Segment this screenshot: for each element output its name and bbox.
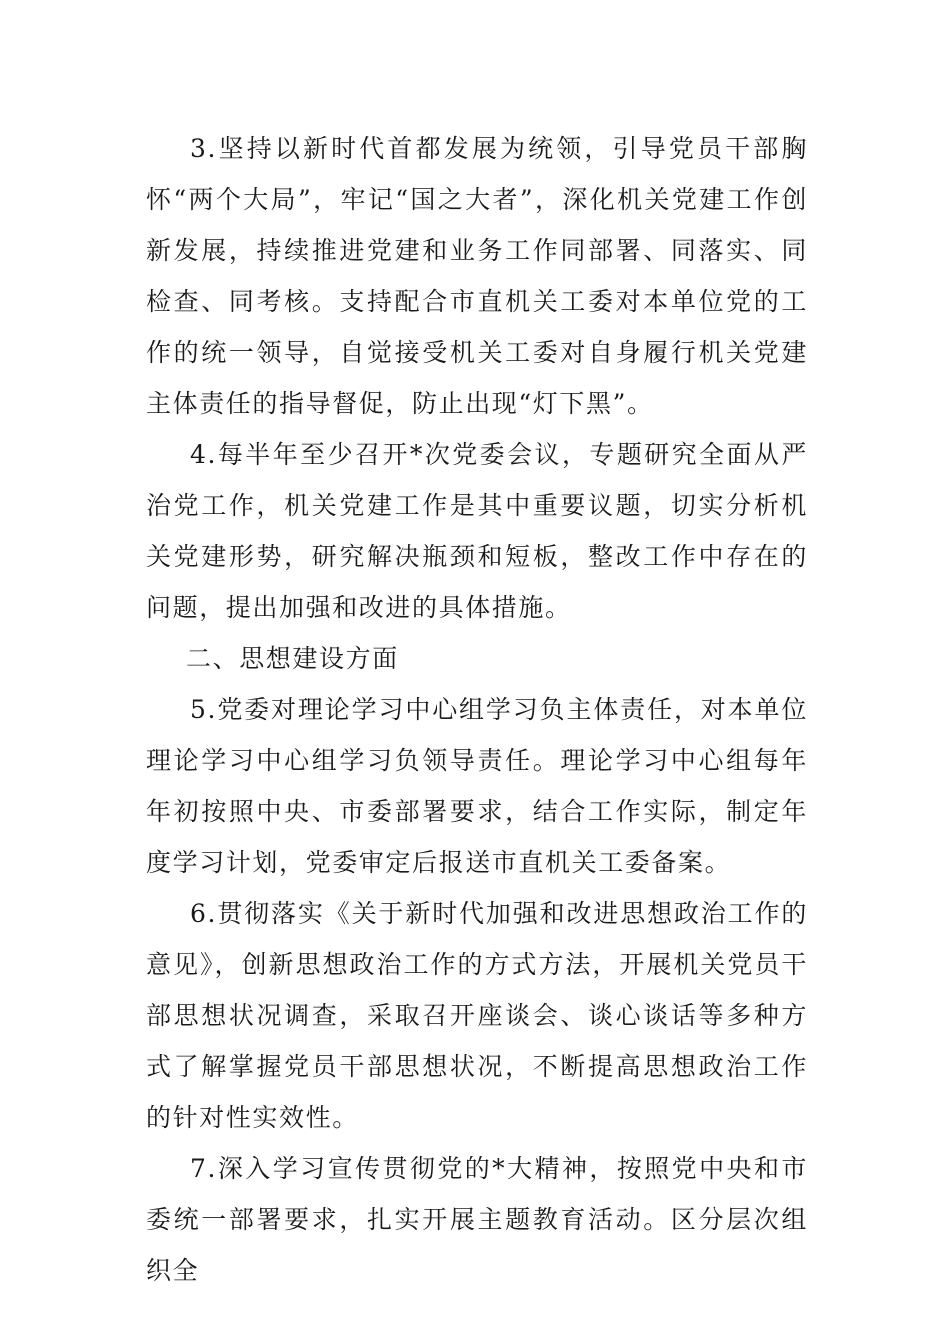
paragraph-item-6: 6.贯彻落实《关于新时代加强和改进思想政治工作的意见》，创新思想政治工作的方式方法，开展机关党员干部思想状况调查，采取召开座谈会、谈心谈话等多种方式了解掌握党员干部思想状况，不断提高思想政治工作的针对性实效性。 <box>146 899 808 1132</box>
paragraph-item-4: 4.每半年至少召开*次党委会议，专题研究全面从严治党工作，机关党建工作是其中重要议题，切实分析机关党建形势，研究解决瓶颈和短板，整改工作中存在的问题，提出加强和改进的具体措施。 <box>146 440 808 622</box>
paragraph-item-5: 5.党委对理论学习中心组学习负主体责任，对本单位理论学习中心组学习负领导责任。理论学习中心组每年年初按照中央、市委部署要求，结合工作实际，制定年度学习计划，党委审定后报送市直机关工委备案。 <box>146 695 808 877</box>
paragraph-item-7: 7.深入学习宣传贯彻党的*大精神，按照党中央和市委统一部署要求，扎实开展主题教育活动。区分层次组织全 <box>146 1154 808 1285</box>
document-body <box>146 123 808 1296</box>
paragraph-item-3: 3.坚持以新时代首都发展为统领，引导党员干部胸怀“两个大局”，牢记“国之大者”，深化机关党建工作创新发展，持续推进党建和业务工作同部署、同落实、同检查、同考核。支持配合市直机关工委对本单位党的工作的统一领导，自觉接受机关工委对自身履行机关党建主体责任的指导督促，防止出现“灯下黑”。 <box>146 134 808 418</box>
section-heading-ideology: 二、思想建设方面 <box>186 644 399 673</box>
